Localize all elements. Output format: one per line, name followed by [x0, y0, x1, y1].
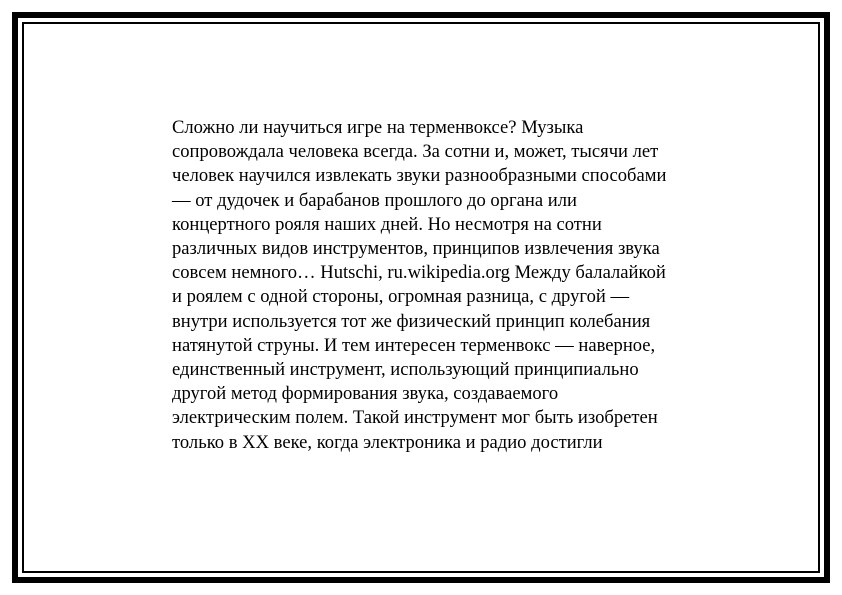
text-line: концертного рояля наших дней. Но несмотря на сотни	[172, 213, 602, 235]
text-line: человек научился извлекать звуки разнообразными способами	[172, 165, 667, 187]
text-line: только в XX веке, когда электроника и радио достигли	[172, 431, 603, 453]
text-line: — от дудочек и барабанов прошлого до органа или	[172, 189, 577, 211]
text-line: внутри используется тот же физический принцип колебания	[172, 310, 651, 332]
text-line: Сложно ли научиться игре на терменвоксе? Музыка	[172, 117, 584, 138]
text-line: электрическим полем. Такой инструмент мог быть изобретен	[172, 407, 658, 429]
text-line: единственный инструмент, использующий принципиально	[172, 359, 639, 381]
text-line: различных видов инструментов, принципов извлечения звука	[172, 238, 660, 260]
text-line: сопровождала человека всегда. За сотни и, может, тысячи лет	[172, 141, 659, 163]
text-line: другой метод формирования звука, создаваемого	[172, 383, 559, 405]
text-line: и роялем с одной стороны, огромная разница, с другой —	[172, 286, 630, 308]
body-paragraph	[172, 116, 712, 455]
text-line: натянутой струны. И тем интересен терменвокс — наверное,	[172, 334, 656, 356]
text-line: совсем немного… Hutschi, ru.wikipedia.org Между балалайкой	[172, 262, 666, 284]
